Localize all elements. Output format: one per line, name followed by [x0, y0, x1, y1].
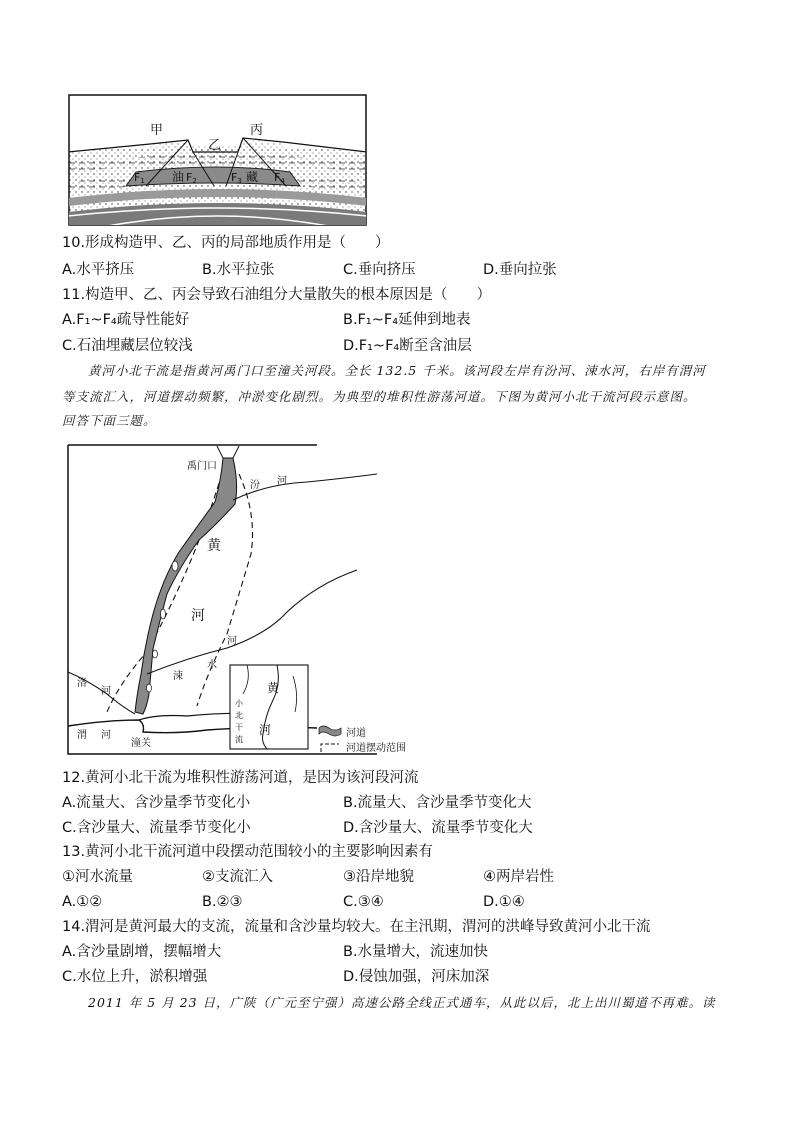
map-label-su-he: 河 — [227, 636, 237, 647]
q13-stem: 13.黄河小北干流河道中段摆动范围较小的主要影响因素有 — [62, 844, 434, 860]
q14-option-a[interactable]: A.含沙量剧增，摆幅增大 — [62, 944, 222, 960]
geologic-section-figure — [68, 94, 367, 226]
q13-option-c[interactable]: C.③④ — [343, 894, 384, 910]
q12-option-a[interactable]: A.流量大、含沙量季节变化小 — [62, 795, 251, 811]
q13-option-b[interactable]: B.②③ — [202, 894, 243, 910]
inset-label-xiao: 小 — [235, 699, 243, 708]
legend-channel-symbol — [319, 726, 341, 736]
q11-option-d[interactable]: D.F₁~F₄断至含油层 — [343, 338, 472, 354]
yellow-river-map — [67, 444, 417, 755]
q11-stem: 11.构造甲、乙、丙会导致石油组分大量散失的根本原因是（ ） — [62, 287, 492, 303]
inset-label-liu: 流 — [235, 735, 243, 744]
q13-item-1: ①河水流量 — [62, 869, 133, 885]
map-label-shui: 水 — [207, 660, 217, 671]
map-label-wei-2: 河 — [101, 730, 111, 741]
q14-stem: 14.渭河是黄河最大的支流，流量和含沙量均较大。在主汛期，渭河的洪峰导致黄河小北干流 — [62, 919, 651, 935]
q10-option-a[interactable]: A.水平挤压 — [62, 262, 135, 278]
q12-stem: 12.黄河小北干流为堆积性游荡河道，是因为该河段河流 — [62, 770, 419, 786]
map-label-luo-2: 河 — [101, 686, 111, 697]
q14-option-b[interactable]: B.水量增大，流速加快 — [343, 944, 489, 960]
legend-channel-label: 河道 — [346, 728, 366, 739]
label-f1: F1 — [134, 171, 145, 185]
label-you: 油 — [172, 170, 185, 184]
map-label-fen-2: 河 — [277, 476, 287, 487]
legend-range-label: 河道摆动范围 — [346, 743, 406, 754]
q10-option-d[interactable]: D.垂向拉张 — [483, 262, 557, 278]
inset-label-huang: 黄 — [267, 681, 280, 695]
label-cang: 藏 — [246, 170, 259, 184]
passage2-line1: 2011 年 5 月 23 日，广陕（广元至宁强）高速公路全线正式通车，从此以后，北上出川蜀道不再难。读 — [88, 995, 716, 1010]
map-label-su: 涑 — [173, 671, 183, 682]
inset-label-he: 河 — [259, 723, 272, 737]
label-yi: 乙 — [208, 138, 222, 153]
map-label-huang: 黄 — [207, 538, 221, 554]
q12-option-c[interactable]: C.含沙量大、流量季节变化小 — [62, 820, 251, 836]
map-label-luo-1: 洛 — [77, 678, 87, 689]
q12-option-b[interactable]: B.流量大、含沙量季节变化大 — [343, 795, 532, 811]
map-label-wei-1: 渭 — [77, 730, 87, 741]
inset-label-bei: 北 — [235, 711, 243, 720]
q14-option-c[interactable]: C.水位上升，淤积增强 — [62, 969, 208, 985]
label-jia: 甲 — [150, 123, 164, 138]
passage1-line3: 回答下面三题。 — [62, 413, 157, 428]
legend-range-symbol — [321, 744, 339, 752]
q10-stem: 10.形成构造甲、乙、丙的局部地质作用是（ ） — [62, 235, 390, 251]
q13-option-d[interactable]: D.①④ — [483, 894, 525, 910]
label-f3: F3 — [231, 171, 242, 185]
map-label-he: 河 — [191, 608, 205, 624]
q10-option-c[interactable]: C.垂向挤压 — [343, 262, 416, 278]
label-bing: 丙 — [250, 123, 264, 138]
label-f2: F2 — [186, 171, 197, 185]
q12-option-d[interactable]: D.含沙量大、流量季节变化大 — [343, 820, 533, 836]
q10-option-b[interactable]: B.水平拉张 — [202, 262, 275, 278]
q13-item-4: ④两岸岩性 — [483, 869, 554, 885]
q11-option-c[interactable]: C.石油埋藏层位较浅 — [62, 338, 193, 354]
label-f4: F4 — [274, 171, 285, 185]
map-label-tongguan: 潼关 — [131, 738, 151, 749]
passage1-line1: 黄河小北干流是指黄河禹门口至潼关河段。全长 132.5 千米。该河段左岸有汾河、涑水河，右岸有渭河 — [88, 363, 706, 378]
map-label-yumenkou: 禹门口 — [187, 461, 217, 472]
q13-item-2: ②支流汇入 — [202, 869, 273, 885]
q11-option-a[interactable]: A.F₁~F₄疏导性能好 — [62, 312, 190, 328]
q14-option-d[interactable]: D.侵蚀加强，河床加深 — [343, 969, 490, 985]
q13-option-a[interactable]: A.①② — [62, 894, 103, 910]
q11-option-b[interactable]: B.F₁~F₄延伸到地表 — [343, 312, 471, 328]
q13-item-3: ③沿岸地貌 — [343, 869, 414, 885]
passage1-line2: 等支流汇入，河道摆动频繁，冲淤变化剧烈。为典型的堆积性游荡河道。下图为黄河小北干流河段示意图。 — [62, 389, 697, 404]
map-label-fen-1: 汾 — [250, 480, 260, 491]
inset-label-gan: 干 — [235, 723, 243, 732]
